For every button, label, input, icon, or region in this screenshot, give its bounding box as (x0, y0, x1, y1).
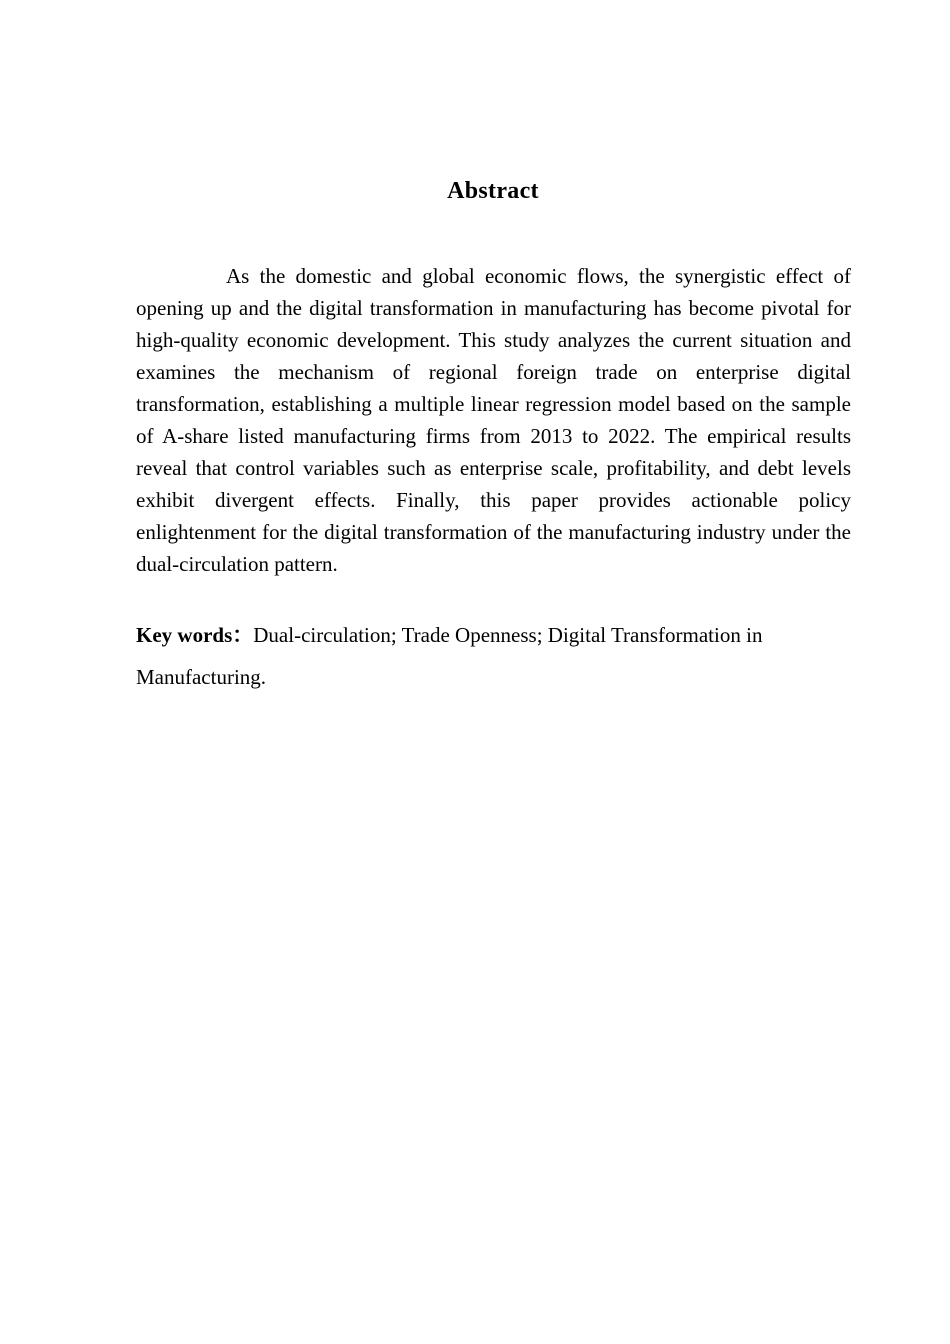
abstract-body: As the domestic and global economic flows, the synergistic effect of opening up and the digital transformation in manufacturing has become pivotal for high-quality economic development. This study analyzes the current situation and examines the mechanism of regional foreign trade on enterprise digital transformation, establishing a multiple linear regression model based on the sample of A-share listed manufacturing firms from 2013 to 2022. The empirical results reveal that control variables such as enterprise scale, profitability, and debt levels exhibit divergent effects. Finally, this paper provides actionable policy enlightenment for the digital transformation of the manufacturing industry under the dual-circulation pattern. (136, 264, 851, 576)
keywords-paragraph (136, 614, 851, 698)
keywords-text: Dual-circulation; Trade Openness; Digital Transformation in Manufacturing. (136, 623, 763, 689)
keywords-label: Key words： (136, 623, 254, 647)
abstract-title: Abstract (447, 178, 539, 204)
